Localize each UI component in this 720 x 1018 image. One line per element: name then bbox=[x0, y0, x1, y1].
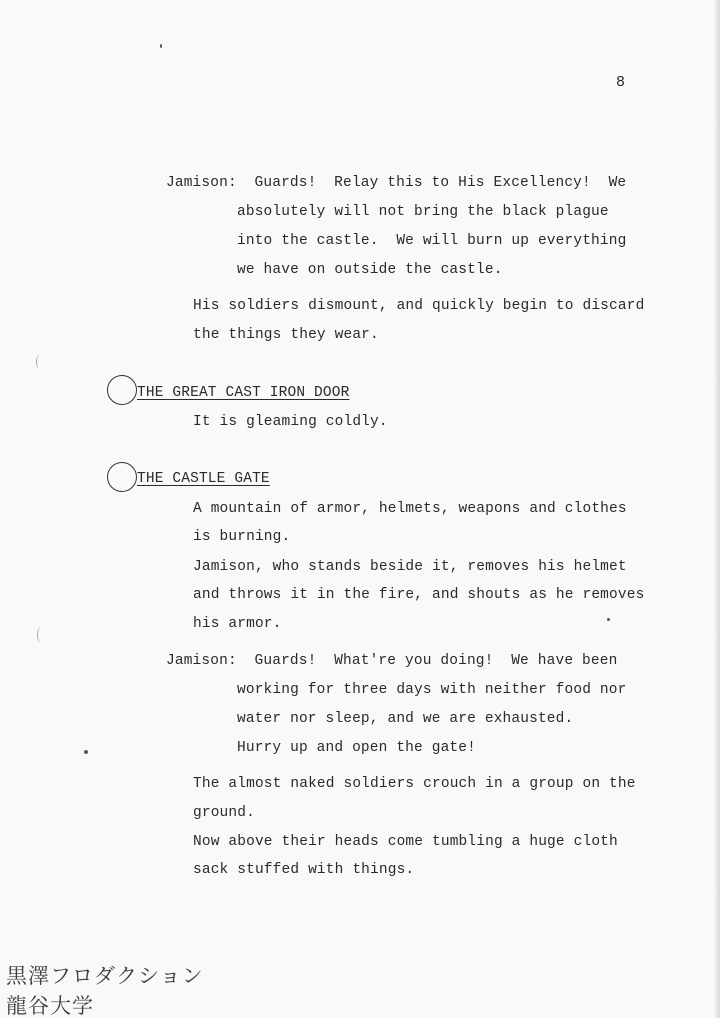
dialogue-line: water nor sleep, and we are exhausted. bbox=[237, 711, 574, 727]
action-line: sack stuffed with things. bbox=[193, 862, 415, 878]
page-number: 8 bbox=[616, 74, 626, 91]
dialogue-line: Hurry up and open the gate! bbox=[237, 740, 476, 756]
dialogue-line: Jamison: Guards! What're you doing! We have been bbox=[166, 653, 618, 669]
action-line: Jamison, who stands beside it, removes his helmet bbox=[193, 559, 627, 575]
dialogue-line: into the castle. We will burn up everything bbox=[237, 233, 627, 249]
action-line: and throws it in the fire, and shouts as he removes bbox=[193, 587, 645, 603]
dialogue-line: Jamison: Guards! Relay this to His Excellency! We bbox=[166, 175, 627, 191]
dialogue-line: absolutely will not bring the black plague bbox=[237, 204, 609, 220]
action-line: is burning. bbox=[193, 529, 291, 545]
paper-speck bbox=[160, 44, 162, 48]
paper-mark bbox=[36, 355, 43, 369]
watermark-studio: 黒澤フロダクション bbox=[6, 964, 204, 988]
action-line: A mountain of armor, helmets, weapons and clothes bbox=[193, 501, 627, 517]
page-edge-shadow bbox=[715, 0, 720, 1018]
action-line: the things they wear. bbox=[193, 327, 379, 343]
scene-circle-mark bbox=[107, 462, 137, 492]
dialogue-line: working for three days with neither food nor bbox=[237, 682, 627, 698]
watermark-university: 龍谷大学 bbox=[6, 994, 94, 1018]
scene-heading: THE GREAT CAST IRON DOOR bbox=[137, 385, 350, 401]
action-line: The almost naked soldiers crouch in a group on the bbox=[193, 776, 636, 792]
action-line: Now above their heads come tumbling a huge cloth bbox=[193, 834, 618, 850]
paper-mark bbox=[37, 627, 46, 643]
scene-heading: THE CASTLE GATE bbox=[137, 471, 270, 487]
paper-speck bbox=[607, 618, 610, 621]
action-line: his armor. bbox=[193, 616, 282, 632]
paper-speck bbox=[84, 750, 88, 754]
dialogue-line: we have on outside the castle. bbox=[237, 262, 503, 278]
scene-circle-mark bbox=[107, 375, 137, 405]
action-line: It is gleaming coldly. bbox=[193, 414, 388, 430]
action-line: ground. bbox=[193, 805, 255, 821]
action-line: His soldiers dismount, and quickly begin to discard bbox=[193, 298, 645, 314]
